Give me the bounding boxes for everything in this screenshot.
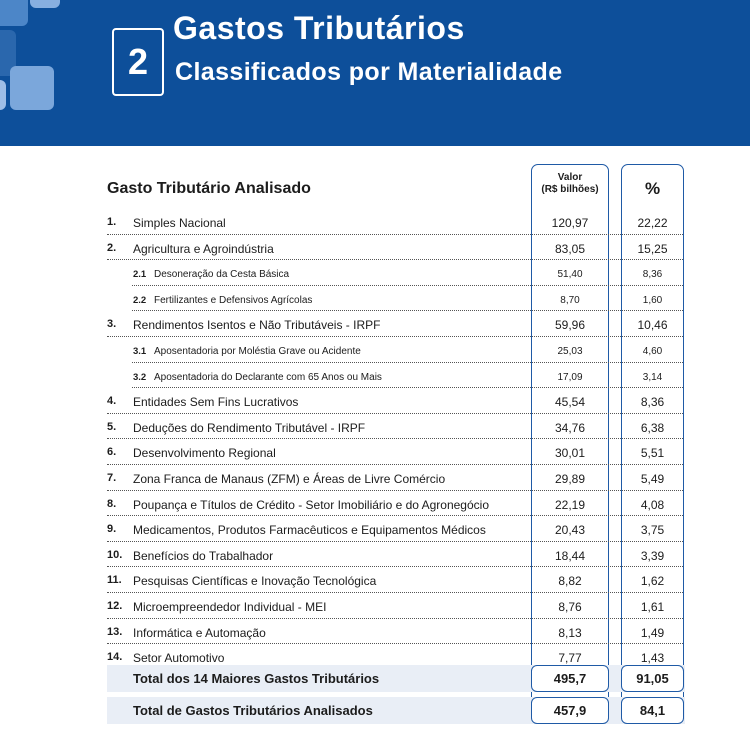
total-valor: 495,7 [553, 671, 587, 686]
row-valor: 30,01 [554, 446, 586, 461]
row-label: Informática e Automação [133, 625, 266, 640]
row-number: 2.2 [133, 294, 147, 306]
column-header-valor [531, 172, 609, 196]
row-label: Poupança e Títulos de Crédito - Setor Imobiliário e do Agronegócio [133, 497, 489, 512]
table-subrow [0, 261, 750, 287]
row-pct: 8,36 [642, 269, 663, 281]
table-row [0, 236, 750, 262]
table-row [0, 517, 750, 543]
row-valor: 83,05 [554, 241, 586, 256]
row-divider [107, 643, 683, 644]
row-divider [107, 464, 683, 465]
row-label: Microempreendedor Individual - MEI [133, 599, 327, 614]
row-valor: 59,96 [554, 318, 586, 333]
table-subrow [0, 287, 750, 313]
row-number: 12. [107, 599, 123, 612]
column-header-valor-line1: Valor [557, 172, 583, 183]
row-number: 7. [107, 471, 117, 484]
row-divider [107, 592, 683, 593]
row-valor: 7,77 [558, 651, 582, 666]
row-pct: 10,46 [637, 318, 668, 333]
page-title: Gastos Tributários [173, 10, 465, 46]
row-divider [107, 438, 683, 439]
row-pct: 4,60 [642, 345, 663, 357]
table-row [0, 620, 750, 646]
row-valor: 8,13 [558, 625, 582, 640]
row-number: 3.2 [133, 371, 147, 383]
row-label: Aposentadoria por Moléstia Grave ou Acidente [154, 345, 361, 357]
row-number: 13. [107, 625, 123, 638]
row-valor: 17,09 [557, 371, 583, 383]
table-row [0, 312, 750, 338]
row-label: Fertilizantes e Defensivos Agrícolas [154, 294, 313, 306]
row-label: Medicamentos, Produtos Farmacêuticos e Equipamentos Médicos [133, 523, 486, 538]
row-pct: 5,49 [640, 471, 665, 486]
row-pct: 15,25 [637, 241, 668, 256]
column-header-pct: % [644, 179, 661, 198]
row-label: Entidades Sem Fins Lucrativos [133, 395, 299, 410]
row-label: Setor Automotivo [133, 651, 225, 666]
row-number: 4. [107, 395, 117, 408]
total-pct: 91,05 [636, 671, 669, 686]
table-body [0, 210, 750, 671]
row-pct: 3,14 [642, 371, 663, 383]
row-label: Pesquisas Científicas e Inovação Tecnológica [133, 574, 377, 589]
row-number: 3. [107, 318, 117, 331]
row-divider [107, 618, 683, 619]
row-label: Agricultura e Agroindústria [133, 241, 274, 256]
total-row-top14 [107, 665, 685, 692]
row-pct: 22,22 [637, 216, 668, 230]
row-pct: 3,75 [640, 523, 665, 538]
row-valor: 25,03 [557, 345, 583, 357]
row-label: Aposentadoria do Declarante com 65 Anos ou Mais [154, 371, 382, 383]
row-number: 1. [107, 216, 117, 228]
table-row [0, 492, 750, 518]
row-divider [132, 362, 683, 363]
row-number: 3.1 [133, 345, 147, 357]
total-row-analisados [107, 697, 685, 724]
row-number: 14. [107, 651, 123, 664]
row-valor: 34,76 [554, 420, 586, 435]
row-label: Rendimentos Isentos e Não Tributáveis - IRPF [133, 318, 381, 333]
row-number: 9. [107, 523, 117, 536]
row-valor: 51,40 [557, 269, 583, 281]
section-number: 2 [112, 28, 164, 96]
row-label: Zona Franca de Manaus (ZFM) e Áreas de Livre Comércio [133, 471, 446, 486]
row-pct: 1,60 [642, 294, 663, 306]
decorative-square [0, 0, 28, 26]
row-label: Simples Nacional [133, 216, 226, 230]
decorative-square [30, 0, 60, 8]
row-number: 5. [107, 420, 117, 433]
row-pct: 1,62 [640, 574, 665, 589]
row-pct: 6,38 [640, 420, 665, 435]
page-header [0, 0, 750, 146]
row-divider [132, 310, 683, 311]
row-pct: 1,43 [640, 651, 665, 666]
page-subtitle: Classificados por Materialidade [175, 58, 563, 86]
row-valor: 8,82 [558, 574, 582, 589]
decorative-square [0, 80, 6, 110]
row-valor: 22,19 [554, 497, 586, 512]
row-divider [107, 336, 683, 337]
table-subrow [0, 338, 750, 364]
table-row [0, 440, 750, 466]
total-label: Total de Gastos Tributários Analisados [133, 703, 373, 718]
row-divider [107, 234, 683, 235]
row-number: 8. [107, 497, 117, 510]
row-number: 11. [107, 574, 122, 587]
row-divider [107, 541, 683, 542]
row-label: Desoneração da Cesta Básica [154, 269, 290, 281]
table-subrow [0, 364, 750, 390]
table-header [0, 164, 750, 214]
row-valor: 45,54 [554, 395, 586, 410]
row-divider [132, 285, 683, 286]
total-valor: 457,9 [553, 703, 587, 718]
row-number: 2. [107, 241, 117, 254]
row-number: 2.1 [133, 269, 147, 281]
row-pct: 1,61 [640, 599, 665, 614]
table-row [0, 210, 750, 236]
row-pct: 4,08 [640, 497, 665, 512]
decorative-square [10, 66, 54, 110]
table-row [0, 568, 750, 594]
row-divider [107, 259, 683, 260]
row-number: 10. [107, 548, 123, 561]
table-row [0, 466, 750, 492]
row-pct: 1,49 [640, 625, 665, 640]
row-valor: 29,89 [554, 471, 586, 486]
row-label: Deduções do Rendimento Tributável - IRPF [133, 420, 366, 435]
total-pct: 84,1 [639, 703, 666, 718]
row-valor: 20,43 [554, 523, 586, 538]
row-label: Benefícios do Trabalhador [133, 548, 274, 563]
row-divider [107, 490, 683, 491]
row-pct: 3,39 [640, 548, 665, 563]
row-number: 6. [107, 446, 117, 459]
row-label: Desenvolvimento Regional [133, 446, 276, 461]
column-header-valor-line2: (R$ bilhões) [541, 184, 599, 195]
row-divider [107, 566, 683, 567]
table-row [0, 389, 750, 415]
column-header-gasto: Gasto Tributário Analisado [107, 180, 311, 197]
row-divider [107, 413, 683, 414]
table-row [0, 415, 750, 441]
row-valor: 8,70 [560, 294, 580, 306]
row-pct: 5,51 [640, 446, 665, 461]
row-divider [132, 387, 683, 388]
row-divider [107, 515, 683, 516]
row-pct: 8,36 [640, 395, 665, 410]
row-valor: 18,44 [554, 548, 586, 563]
row-valor: 8,76 [558, 599, 582, 614]
table-row [0, 594, 750, 620]
table-row [0, 543, 750, 569]
total-label: Total dos 14 Maiores Gastos Tributários [133, 671, 380, 686]
row-valor: 120,97 [551, 216, 589, 230]
